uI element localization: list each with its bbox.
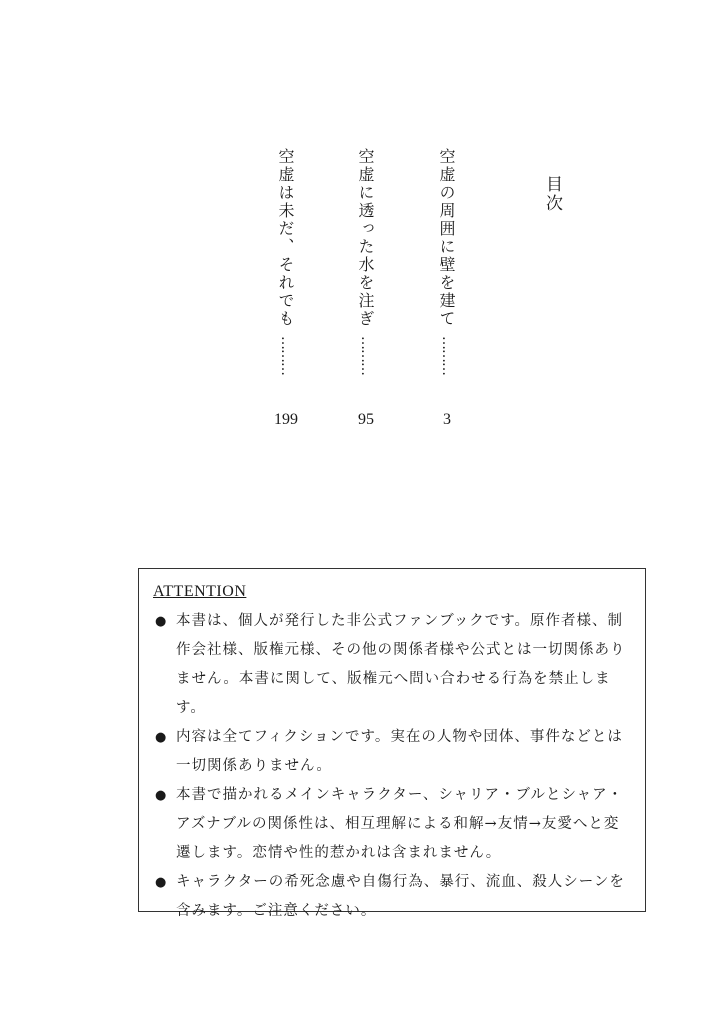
toc-entry-1-leader: ………: [439, 336, 455, 375]
bullet-icon: ●: [155, 730, 168, 745]
attention-item-text: 本書で描かれるメインキャラクター、シャリア・ブルとシャア・アズナブルの関係性は、相互理解による和解→友情→友愛へと変遷します。恋情や性的惹かれは含まれません。: [176, 787, 624, 861]
attention-list: [153, 607, 631, 926]
toc-entry-2-title[interactable]: 空虚に透った水を注ぎ: [356, 148, 375, 328]
attention-box: [138, 568, 646, 919]
attention-item-text: キャラクターの希死念慮や自傷行為、暴行、流血、殺人シーンを含みます。ご注意ください。: [176, 874, 625, 919]
toc-title: 目次: [542, 175, 562, 213]
bullet-icon: ●: [155, 788, 168, 803]
toc-entry-3-page: 199: [274, 411, 298, 428]
toc-entry-3-title[interactable]: 空虚は未だ、それでも: [276, 148, 295, 328]
toc-entry-2-leader: ………: [358, 336, 374, 375]
attention-item: [153, 723, 631, 781]
toc-entry-1-title[interactable]: 空虚の周囲に壁を建て: [437, 148, 456, 328]
bullet-icon: ●: [155, 614, 168, 629]
bullet-icon: ●: [155, 875, 168, 890]
toc-entry-1-page: 3: [443, 411, 451, 428]
attention-item: [153, 868, 631, 926]
attention-item: [153, 781, 631, 868]
attention-item-text: 内容は全てフィクションです。実在の人物や団体、事件などとは一切関係ありません。: [176, 729, 623, 774]
attention-item: [153, 607, 631, 723]
toc-entry-2-page: 95: [358, 411, 374, 428]
attention-item-text: 本書は、個人が発行した非公式ファンブックです。原作者様、制作会社様、版権元様、その他の関係者様や公式とは一切関係ありません。本書に関して、版権元へ問い合わせる行為を禁止します。: [176, 613, 626, 716]
toc-entry-3-leader: ………: [278, 336, 294, 375]
attention-heading: ATTENTION: [153, 583, 247, 600]
